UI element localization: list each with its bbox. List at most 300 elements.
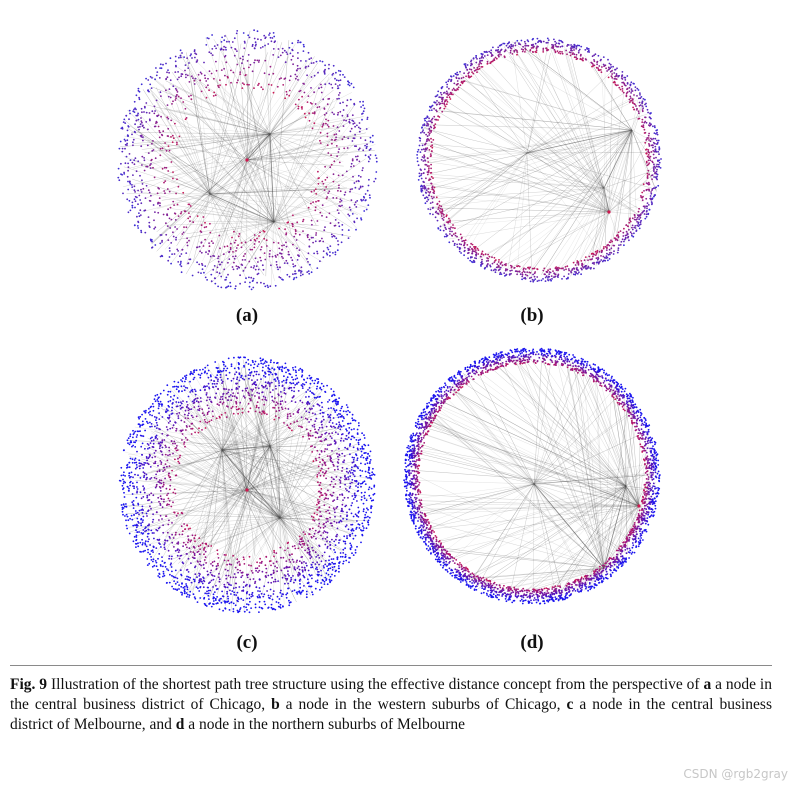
graph-node <box>235 250 237 252</box>
graph-node <box>432 214 434 216</box>
graph-node <box>346 471 348 473</box>
graph-node <box>265 572 267 574</box>
graph-node <box>520 273 522 275</box>
graph-node <box>274 579 276 581</box>
tree-edge <box>198 518 280 601</box>
graph-node <box>463 72 465 74</box>
graph-node <box>562 53 564 55</box>
graph-node <box>227 587 229 589</box>
graph-node <box>347 114 349 116</box>
graph-node <box>231 47 233 49</box>
graph-node <box>152 167 154 169</box>
graph-node <box>427 135 429 137</box>
graph-node <box>323 229 325 231</box>
graph-node <box>240 607 242 609</box>
graph-node <box>553 39 555 41</box>
graph-node <box>617 249 619 251</box>
graph-node <box>142 125 144 127</box>
graph-node <box>639 102 641 104</box>
graph-node <box>175 60 177 62</box>
graph-node <box>497 266 499 268</box>
graph-node <box>618 244 620 246</box>
graph-node <box>149 505 151 507</box>
graph-node <box>631 88 633 90</box>
graph-node <box>358 188 360 190</box>
graph-node <box>264 37 266 39</box>
graph-node <box>218 261 220 263</box>
graph-node <box>644 207 646 209</box>
graph-node <box>250 266 252 268</box>
graph-node <box>357 466 359 468</box>
graph-node <box>301 270 303 272</box>
graph-node <box>286 91 288 93</box>
graph-node <box>197 397 199 399</box>
graph-node <box>357 486 359 488</box>
graph-node <box>169 150 171 152</box>
graph-node <box>144 170 146 172</box>
graph-node <box>431 176 433 178</box>
graph-node <box>181 249 183 251</box>
graph-node <box>441 94 443 96</box>
graph-node <box>175 219 177 221</box>
graph-node <box>276 561 278 563</box>
graph-node <box>316 386 318 388</box>
graph-node <box>440 92 442 94</box>
graph-node <box>150 442 152 444</box>
graph-node <box>618 87 620 89</box>
graph-node <box>556 42 558 44</box>
graph-node <box>654 138 656 140</box>
graph-node <box>452 227 454 229</box>
graph-node <box>183 542 185 544</box>
graph-node <box>273 48 275 50</box>
graph-node <box>487 54 489 56</box>
graph-node <box>142 521 144 523</box>
graph-node <box>348 237 350 239</box>
graph-node <box>194 598 196 600</box>
graph-node <box>122 514 124 516</box>
graph-node <box>215 94 217 96</box>
graph-node <box>181 52 183 54</box>
graph-node <box>279 266 281 268</box>
graph-node <box>537 38 539 40</box>
graph-node <box>631 233 633 235</box>
graph-node <box>226 368 228 370</box>
graph-node <box>605 67 607 69</box>
graph-node <box>266 590 268 592</box>
graph-node <box>453 75 455 77</box>
graph-node <box>444 225 446 227</box>
graph-node <box>223 269 225 271</box>
graph-node <box>620 244 622 246</box>
graph-node <box>359 161 361 163</box>
graph-node <box>169 247 171 249</box>
graph-node <box>204 547 206 549</box>
graph-node <box>167 532 169 534</box>
graph-node <box>433 108 435 110</box>
graph-node <box>449 96 451 98</box>
graph-node <box>188 240 190 242</box>
graph-node <box>309 58 311 60</box>
graph-node <box>441 103 443 105</box>
graph-node <box>126 143 128 145</box>
panel-c-shortest-path-tree <box>102 350 392 640</box>
graph-node <box>298 369 300 371</box>
graph-node <box>331 574 333 576</box>
graph-node <box>322 555 324 557</box>
graph-node <box>226 393 228 395</box>
graph-node <box>427 161 429 163</box>
graph-node <box>336 498 338 500</box>
graph-node <box>317 569 319 571</box>
graph-node <box>428 128 430 130</box>
graph-node <box>260 357 262 359</box>
graph-node <box>338 187 340 189</box>
graph-node <box>286 274 288 276</box>
graph-node <box>157 438 159 440</box>
graph-node <box>306 591 308 593</box>
graph-node <box>153 204 155 206</box>
graph-node <box>272 73 274 75</box>
graph-node <box>373 473 375 475</box>
graph-node <box>225 569 227 571</box>
graph-node <box>332 197 334 199</box>
graph-node <box>335 539 337 541</box>
graph-node <box>321 434 323 436</box>
graph-node <box>641 192 643 194</box>
graph-node <box>456 72 458 74</box>
graph-node <box>318 177 320 179</box>
graph-node <box>370 478 372 480</box>
graph-node <box>243 270 245 272</box>
graph-node <box>342 74 344 76</box>
graph-node <box>629 99 631 101</box>
graph-node <box>438 207 440 209</box>
graph-node <box>260 39 262 41</box>
graph-node <box>205 427 207 429</box>
graph-node <box>354 475 356 477</box>
graph-node <box>305 67 307 69</box>
graph-node <box>418 179 420 181</box>
graph-node <box>444 104 446 106</box>
graph-node <box>241 246 243 248</box>
graph-node <box>573 44 575 46</box>
graph-node <box>152 140 154 142</box>
graph-node <box>190 53 192 55</box>
graph-node <box>595 251 597 253</box>
graph-node <box>429 178 431 180</box>
graph-node <box>422 187 424 189</box>
graph-node <box>151 501 153 503</box>
graph-node <box>128 166 130 168</box>
graph-node <box>150 492 152 494</box>
graph-node <box>262 363 264 365</box>
graph-node <box>188 259 190 261</box>
graph-node <box>642 126 644 128</box>
graph-node <box>158 553 160 555</box>
graph-node <box>609 241 611 243</box>
graph-node <box>235 583 237 585</box>
graph-node <box>469 246 471 248</box>
graph-node <box>492 47 494 49</box>
graph-node <box>544 273 546 275</box>
graph-node <box>184 210 186 212</box>
graph-node <box>144 430 146 432</box>
graph-node <box>146 112 148 114</box>
graph-node <box>655 166 657 168</box>
graph-node <box>596 67 598 69</box>
graph-node <box>195 78 197 80</box>
graph-node <box>314 533 316 535</box>
graph-node <box>337 240 339 242</box>
graph-node <box>351 546 353 548</box>
graph-node <box>258 60 260 62</box>
graph-node <box>169 227 171 229</box>
graph-node <box>134 474 136 476</box>
graph-node <box>336 409 338 411</box>
graph-node <box>136 436 138 438</box>
graph-node <box>445 82 447 84</box>
graph-node <box>316 450 318 452</box>
graph-node <box>347 214 349 216</box>
graph-node <box>273 401 275 403</box>
graph-node <box>176 515 178 517</box>
graph-node <box>170 207 172 209</box>
graph-node <box>335 225 337 227</box>
graph-node <box>490 61 492 63</box>
graph-node <box>325 560 327 562</box>
graph-node <box>276 261 278 263</box>
graph-node <box>603 248 605 250</box>
graph-node <box>193 551 195 553</box>
graph-node <box>157 465 159 467</box>
graph-node <box>251 379 253 381</box>
graph-node <box>308 252 310 254</box>
graph-node <box>370 141 372 143</box>
graph-node <box>656 129 658 131</box>
graph-node <box>504 275 506 277</box>
graph-node <box>265 556 267 558</box>
graph-node <box>547 277 549 279</box>
graph-node <box>232 266 234 268</box>
graph-node <box>653 167 655 169</box>
graph-node <box>141 164 143 166</box>
graph-node <box>223 68 225 70</box>
graph-node <box>294 589 296 591</box>
graph-node <box>561 51 563 53</box>
graph-node <box>369 158 371 160</box>
graph-node <box>201 224 203 226</box>
graph-node <box>366 499 368 501</box>
graph-node <box>467 257 469 259</box>
graph-node <box>244 259 246 261</box>
graph-node <box>317 378 319 380</box>
graph-node <box>308 273 310 275</box>
graph-node <box>248 67 250 69</box>
graph-node <box>273 362 275 364</box>
graph-node <box>331 74 333 76</box>
graph-node <box>333 160 335 162</box>
tree-edge <box>210 122 349 194</box>
graph-node <box>171 161 173 163</box>
graph-node <box>170 242 172 244</box>
graph-node <box>434 123 436 125</box>
graph-node <box>469 249 471 251</box>
graph-node <box>652 197 654 199</box>
graph-node <box>369 462 371 464</box>
graph-node <box>312 201 314 203</box>
graph-node <box>285 372 287 374</box>
graph-node <box>314 209 316 211</box>
graph-node <box>349 207 351 209</box>
graph-node <box>248 277 250 279</box>
graph-node <box>159 479 161 481</box>
graph-node <box>118 179 120 181</box>
graph-node <box>171 558 173 560</box>
graph-node <box>651 204 653 206</box>
graph-node <box>437 203 439 205</box>
graph-node <box>622 90 624 92</box>
graph-node <box>233 72 235 74</box>
graph-node <box>630 85 632 87</box>
graph-node <box>146 460 148 462</box>
graph-node <box>253 87 255 89</box>
graph-node <box>482 263 484 265</box>
graph-node <box>429 149 431 151</box>
graph-node <box>631 227 633 229</box>
graph-node <box>177 250 179 252</box>
graph-node <box>152 549 154 551</box>
graph-node <box>271 367 273 369</box>
graph-node <box>125 144 127 146</box>
graph-node <box>236 397 238 399</box>
graph-node <box>315 240 317 242</box>
graph-node <box>152 246 154 248</box>
graph-node <box>342 138 344 140</box>
graph-node <box>542 270 544 272</box>
graph-node <box>291 49 293 51</box>
graph-node <box>204 265 206 267</box>
graph-node <box>648 209 650 211</box>
graph-node <box>199 246 201 248</box>
graph-node <box>350 209 352 211</box>
graph-node <box>334 78 336 80</box>
graph-node <box>272 37 274 39</box>
graph-node <box>356 218 358 220</box>
graph-node <box>369 477 371 479</box>
graph-node <box>253 29 255 31</box>
graph-node <box>324 189 326 191</box>
graph-node <box>129 110 131 112</box>
graph-node <box>341 241 343 243</box>
graph-node <box>480 53 482 55</box>
graph-node <box>467 252 469 254</box>
graph-node <box>121 151 123 153</box>
graph-node <box>230 399 232 401</box>
graph-node <box>470 257 472 259</box>
graph-node <box>469 76 471 78</box>
graph-node <box>237 244 239 246</box>
graph-node <box>337 244 339 246</box>
graph-node <box>153 113 155 115</box>
graph-node <box>346 414 348 416</box>
graph-node <box>319 413 321 415</box>
graph-node <box>327 192 329 194</box>
graph-node <box>361 432 363 434</box>
graph-node <box>126 528 128 530</box>
graph-node <box>167 104 169 106</box>
graph-node <box>232 406 234 408</box>
graph-node <box>311 220 313 222</box>
graph-node <box>307 578 309 580</box>
graph-node <box>234 594 236 596</box>
graph-node <box>319 461 321 463</box>
graph-node <box>593 262 595 264</box>
graph-node <box>656 164 658 166</box>
graph-node <box>565 50 567 52</box>
graph-node <box>285 232 287 234</box>
graph-node <box>355 156 357 158</box>
graph-node <box>479 58 481 60</box>
graph-node <box>328 408 330 410</box>
graph-node <box>624 84 626 86</box>
graph-node <box>123 121 125 123</box>
graph-node <box>147 541 149 543</box>
graph-node <box>547 42 549 44</box>
graph-node <box>308 95 310 97</box>
graph-node <box>323 530 325 532</box>
graph-node <box>171 575 173 577</box>
graph-node <box>321 126 323 128</box>
graph-node <box>348 528 350 530</box>
graph-node <box>369 455 371 457</box>
graph-node <box>299 541 301 543</box>
graph-node <box>454 243 456 245</box>
graph-node <box>262 264 264 266</box>
graph-node <box>359 527 361 529</box>
graph-node <box>433 116 435 118</box>
graph-node <box>307 552 309 554</box>
graph-node <box>307 101 309 103</box>
graph-node <box>630 231 632 233</box>
graph-node <box>634 215 636 217</box>
graph-node <box>212 565 214 567</box>
graph-node <box>443 216 445 218</box>
graph-node <box>190 562 192 564</box>
graph-node <box>350 189 352 191</box>
graph-node <box>228 285 230 287</box>
graph-node <box>573 268 575 270</box>
graph-node <box>349 215 351 217</box>
graph-node <box>159 67 161 69</box>
graph-node <box>359 101 361 103</box>
graph-node <box>350 131 352 133</box>
graph-node <box>293 387 295 389</box>
graph-node <box>166 384 168 386</box>
graph-node <box>301 266 303 268</box>
graph-node <box>145 78 147 80</box>
graph-node <box>368 495 370 497</box>
graph-node <box>306 596 308 598</box>
graph-node <box>630 100 632 102</box>
graph-node <box>439 205 441 207</box>
graph-node <box>363 210 365 212</box>
graph-node <box>558 52 560 54</box>
graph-node <box>436 104 438 106</box>
graph-node <box>128 211 130 213</box>
graph-node <box>153 228 155 230</box>
graph-node <box>501 261 503 263</box>
